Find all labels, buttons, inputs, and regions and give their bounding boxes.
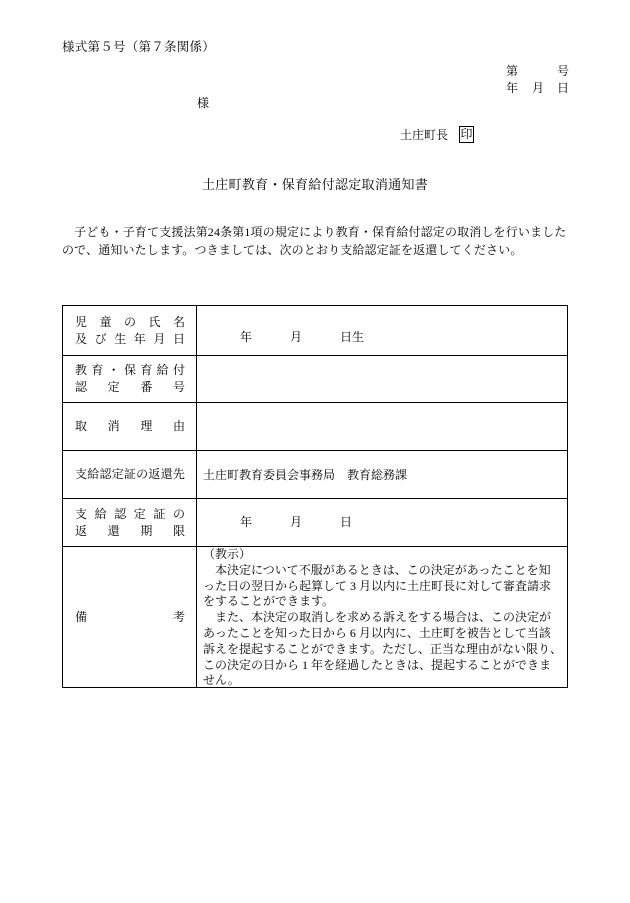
issue-date-month-label: 月 (532, 81, 545, 95)
label-char: び (94, 331, 107, 346)
label-char: 取 (75, 419, 88, 433)
label-char: 保 (123, 363, 136, 377)
label-char: 年 (133, 331, 146, 346)
label-char: 児 (75, 314, 88, 329)
form-number-label: 様式第５号（第７条関係） (62, 40, 216, 54)
remarks-line: をすることができます。 (203, 594, 335, 609)
body-text-line: ので、通知いたします。つきましては、次のとおり支給認定証を返還してください。 (62, 243, 523, 257)
label-char: 童 (99, 314, 112, 329)
label-char: 育 (140, 363, 153, 377)
label-char: 日 (172, 331, 185, 346)
birth-month-label: 月 (290, 330, 303, 344)
label-char: 生 (114, 331, 127, 346)
row-label-cell (63, 306, 197, 355)
label-char: 支 (75, 506, 88, 521)
remarks-line: あったことを知った日から 6 月以内に、土庄町を被告として当該 (203, 625, 551, 640)
label-char: 氏 (148, 314, 161, 329)
label-char: 及 (75, 331, 88, 346)
row-child-name-birthdate (63, 306, 567, 355)
document-number-prefix: 第 (506, 64, 519, 78)
row-remarks (63, 546, 567, 687)
label-char: 備 (75, 609, 88, 624)
label-char: 名 (172, 314, 185, 329)
birth-day-label: 日生 (340, 330, 365, 344)
label-line (75, 523, 185, 540)
row-label-cell (63, 499, 197, 546)
remarks-text (203, 547, 562, 689)
label-char: 期 (140, 523, 153, 538)
label-char: 認 (75, 380, 88, 394)
label-char: 教 (75, 363, 88, 377)
row-label-cell (63, 547, 197, 687)
label-line (75, 331, 185, 348)
notice-table (62, 305, 568, 688)
label-char: 消 (107, 419, 120, 433)
label-line (75, 466, 185, 483)
label-line (75, 506, 185, 523)
deadline-day-label: 日 (340, 515, 353, 529)
row-label (75, 506, 185, 540)
label-char: 理 (140, 419, 153, 433)
return-destination-value: 土庄町教育委員会事務局 教育総務課 (203, 468, 408, 482)
label-line (75, 362, 185, 379)
label-char: 支 (75, 467, 88, 481)
label-char: 還 (107, 523, 120, 538)
row-return-deadline (63, 498, 567, 546)
return-deadline-field (197, 499, 567, 546)
label-char: 定 (107, 380, 120, 394)
label-char: の (172, 506, 185, 521)
row-label-cell (63, 403, 197, 450)
label-char: 番 (140, 380, 153, 394)
label-char: 給 (94, 506, 107, 521)
label-char: 給 (156, 363, 169, 377)
row-certification-number (63, 355, 567, 402)
label-char: 認 (99, 467, 112, 481)
label-char: 返 (75, 523, 88, 538)
deadline-month-label: 月 (290, 515, 303, 529)
label-char: 育 (91, 363, 104, 377)
remarks-line: また、本決定の取消しを求める訴えをする場合は、この決定が (203, 610, 552, 625)
label-char: 先 (172, 467, 185, 481)
label-char: 定 (133, 506, 146, 521)
label-char: 考 (172, 609, 185, 624)
remarks-field (197, 547, 567, 687)
remarks-line: （教示） (203, 547, 252, 561)
row-label-cell (63, 356, 197, 402)
birth-year-label: 年 (240, 330, 253, 344)
issue-date-year-label: 年 (506, 81, 519, 95)
certification-number-field (197, 356, 567, 402)
row-cancellation-reason (63, 402, 567, 450)
label-char: 号 (172, 380, 185, 394)
addressee-honorific: 様 (197, 96, 210, 110)
issue-date-day-label: 日 (557, 81, 570, 95)
label-char: 月 (153, 331, 166, 346)
remarks-line: 訴えを提起することができます。ただし、正当な理由がない限り、 (203, 641, 563, 656)
row-return-destination (63, 450, 567, 498)
label-char: 返 (148, 467, 161, 481)
label-char: の (123, 314, 136, 329)
document-title: 土庄町教育・保育給付認定取消通知書 (201, 177, 429, 192)
remarks-line: この決定の日から 1 年を経過したときは、提起することができま (203, 657, 552, 672)
deadline-year-label: 年 (240, 515, 253, 529)
label-char: 認 (114, 506, 127, 521)
remarks-line: せん。 (203, 673, 240, 688)
row-label (75, 466, 185, 483)
row-label (75, 362, 185, 396)
cancellation-reason-field (197, 403, 567, 450)
label-char: の (136, 467, 149, 481)
issuer-name: 土庄町長 (400, 128, 449, 142)
label-line (75, 609, 185, 626)
label-char: 証 (123, 467, 136, 481)
row-label-cell (63, 451, 197, 498)
row-label (75, 418, 185, 435)
label-line (75, 418, 185, 435)
remarks-line: 本決定について不服があるときは、この決定があったことを知 (203, 562, 551, 577)
label-char: 還 (160, 467, 173, 481)
row-label (75, 609, 185, 626)
seal-box: 印 (460, 127, 473, 141)
label-line (75, 314, 185, 331)
label-char: 証 (153, 506, 166, 521)
document-number-suffix: 号 (557, 64, 570, 78)
label-line (75, 379, 185, 396)
label-char: 定 (111, 467, 124, 481)
label-char: 給 (87, 467, 100, 481)
row-label (75, 314, 185, 348)
label-char: 由 (172, 419, 185, 433)
remarks-line: った日の翌日から起算して 3 月以内に土庄町長に対して審査請求 (203, 578, 552, 593)
child-name-birthdate-field (197, 306, 567, 355)
label-char: 付 (172, 363, 185, 377)
label-char: 限 (172, 523, 185, 538)
body-text-line: 子ども・子育て支援法第24条第1項の規定により教育・保育給付認定の取消しを行いました (62, 225, 567, 239)
label-char: ・ (107, 363, 120, 377)
